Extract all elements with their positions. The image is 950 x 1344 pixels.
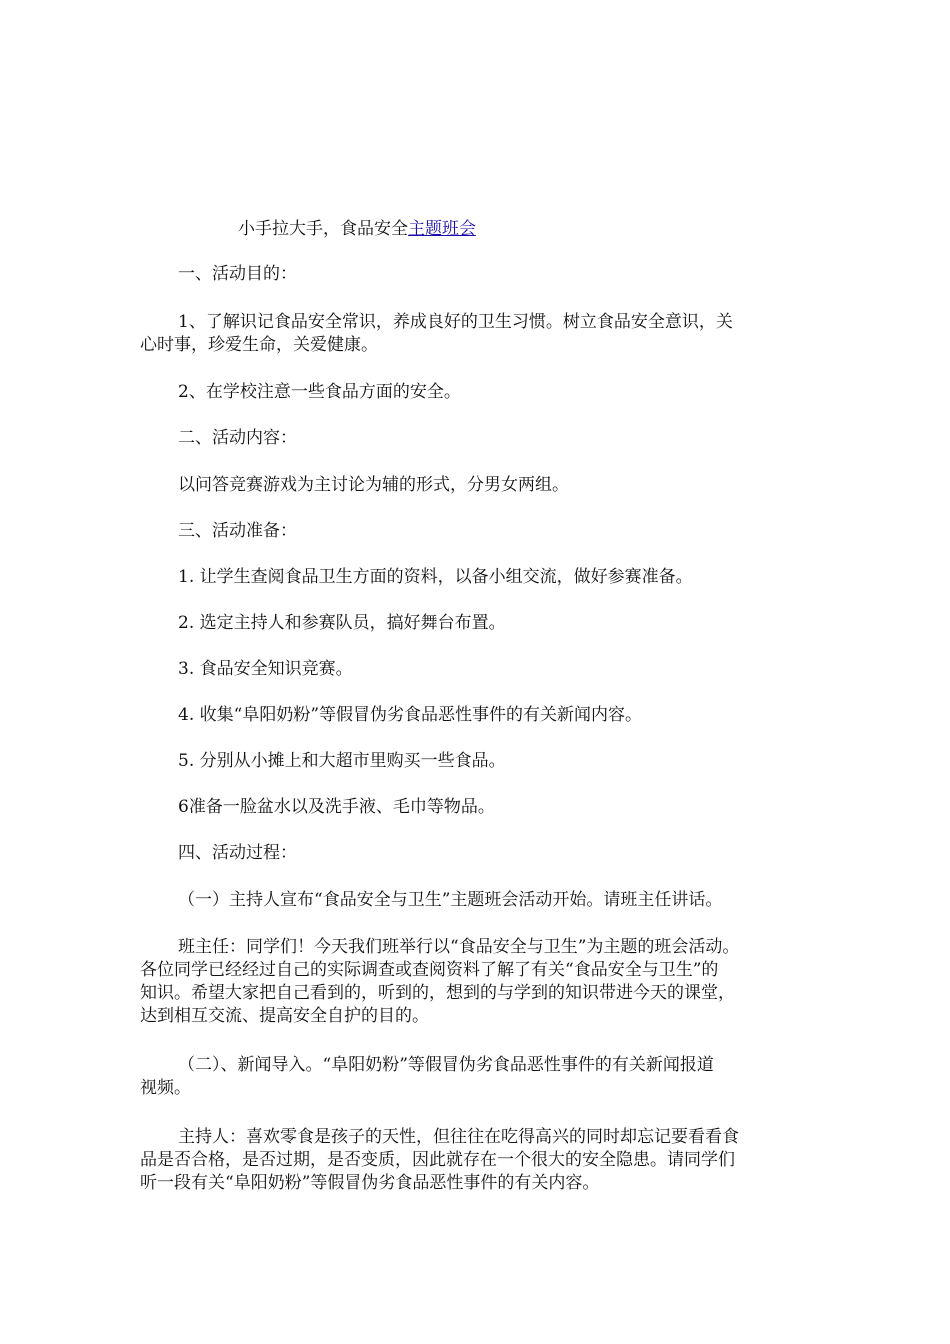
purpose-item-1-line-1: 1、了解识记食品安全常识，养成良好的卫生习惯。树立食品安全意识，关 bbox=[178, 312, 733, 332]
host-speech bbox=[140, 1126, 820, 1195]
teacher-speech-line-4: 达到相互交流、提高安全自护的目的。 bbox=[140, 1006, 429, 1026]
prep-item-5: 5. 分别从小摊上和大超市里购买一些食品。 bbox=[178, 751, 506, 771]
section-heading-content: 二、活动内容： bbox=[178, 428, 297, 448]
prep-item-2: 2. 选定主持人和参赛队员，搞好舞台布置。 bbox=[178, 613, 506, 633]
prep-item-4: 4. 收集“阜阳奶粉”等假冒伪劣食品恶性事件的有关新闻内容。 bbox=[178, 705, 643, 725]
teacher-speech bbox=[140, 936, 820, 1028]
title-text: 小手拉大手，食品安全 bbox=[238, 219, 408, 239]
host-speech-line-1: 主持人：喜欢零食是孩子的天性，但往往在吃得高兴的同时却忘记要看看食 bbox=[178, 1127, 739, 1147]
process-step-1: （一）主持人宣布“食品安全与卫生”主题班会活动开始。请班主任讲话。 bbox=[178, 890, 723, 910]
teacher-speech-line-3: 知识。希望大家把自己看到的，听到的，想到的与学到的知识带进今天的课堂， bbox=[140, 983, 735, 1003]
process-step-2-line-1: （二）、新闻导入。“阜阳奶粉”等假冒伪劣食品恶性事件的有关新闻报道 bbox=[178, 1055, 714, 1075]
purpose-item-1 bbox=[140, 311, 820, 357]
title-link[interactable]: 主题班会 bbox=[408, 219, 476, 239]
section-heading-purpose: 一、活动目的： bbox=[178, 264, 297, 284]
process-step-2 bbox=[140, 1054, 820, 1100]
teacher-speech-line-1: 班主任：同学们！今天我们班举行以“食品安全与卫生”为主题的班会活动。 bbox=[178, 937, 740, 957]
purpose-item-1-line-2: 心时事，珍爱生命，关爱健康。 bbox=[140, 335, 378, 355]
prep-item-6: 6准备一脸盆水以及洗手液、毛巾等物品。 bbox=[178, 797, 495, 817]
content-paragraph: 以问答竞赛游戏为主讨论为辅的形式，分男女两组。 bbox=[178, 475, 569, 495]
section-heading-process: 四、活动过程： bbox=[178, 843, 297, 863]
host-speech-line-3: 听一段有关“阜阳奶粉”等假冒伪劣食品恶性事件的有关内容。 bbox=[140, 1173, 600, 1193]
document-title bbox=[238, 219, 476, 239]
process-step-2-line-2: 视频。 bbox=[140, 1078, 191, 1098]
teacher-speech-line-2: 各位同学已经经过自己的实际调查或查阅资料了解了有关“食品安全与卫生”的 bbox=[140, 960, 719, 980]
prep-item-1: 1. 让学生查阅食品卫生方面的资料，以备小组交流，做好参赛准备。 bbox=[178, 567, 693, 587]
host-speech-line-2: 品是否合格，是否过期，是否变质，因此就存在一个很大的安全隐患。请同学们 bbox=[140, 1150, 735, 1170]
prep-item-3: 3. 食品安全知识竞赛。 bbox=[178, 659, 353, 679]
section-heading-preparation: 三、活动准备： bbox=[178, 521, 297, 541]
purpose-item-2: 2、在学校注意一些食品方面的安全。 bbox=[178, 382, 461, 402]
